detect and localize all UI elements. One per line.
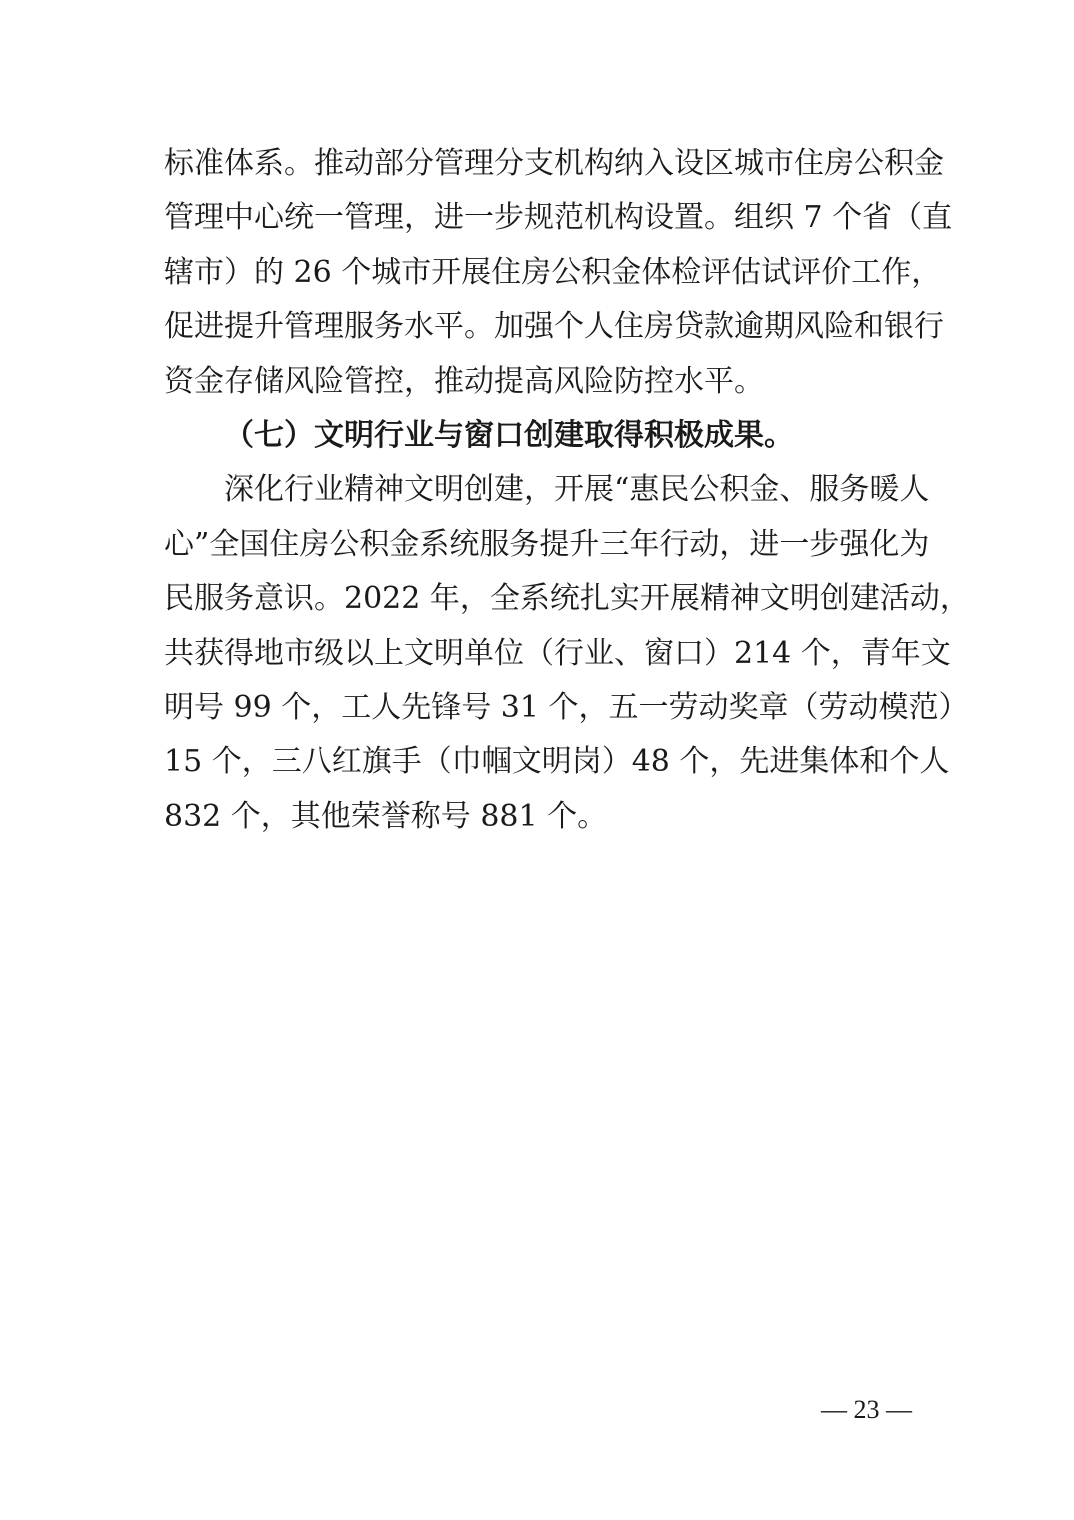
paragraph-line: 民服务意识。2022 年，全系统扎实开展精神文明创建活动， [164,581,970,617]
paragraph-line: 心”全国住房公积金系统服务提升三年行动，进一步强化为 [164,526,930,562]
paragraph-line: 明号 99 个，工人先锋号 31 个，五一劳动奖章（劳动模范） [164,689,969,725]
paragraph-line: 标准体系。推动部分管理分支机构纳入设区城市住房公积金 [164,146,944,181]
page-number: — 23 — [821,1395,912,1424]
paragraph-line: 15 个，三八红旗手（巾帼文明岗）48 个，先进集体和个人 [164,744,950,780]
paragraph-line: 资金存储风险管控，推动提高风险防控水平。 [164,363,764,399]
paragraph-line: 促进提升管理服务水平。加强个人住房贷款逾期风险和银行 [164,309,944,345]
paragraph-line: 管理中心统一管理，进一步规范机构设置。组织 7 个省（直 [164,200,953,236]
section-heading: （七）文明行业与窗口创建取得积极成果。 [224,417,794,453]
paragraph-line: 832 个，其他荣誉称号 881 个。 [164,798,608,834]
paragraph-line: 共获得地市级以上文明单位（行业、窗口）214 个，青年文 [164,635,951,671]
paragraph-line: 深化行业精神文明创建，开展“惠民公积金、服务暖人 [224,472,930,508]
body-text [164,137,970,844]
paragraph-line: 辖市）的 26 个城市开展住房公积金体检评估试评价工作， [164,254,942,290]
